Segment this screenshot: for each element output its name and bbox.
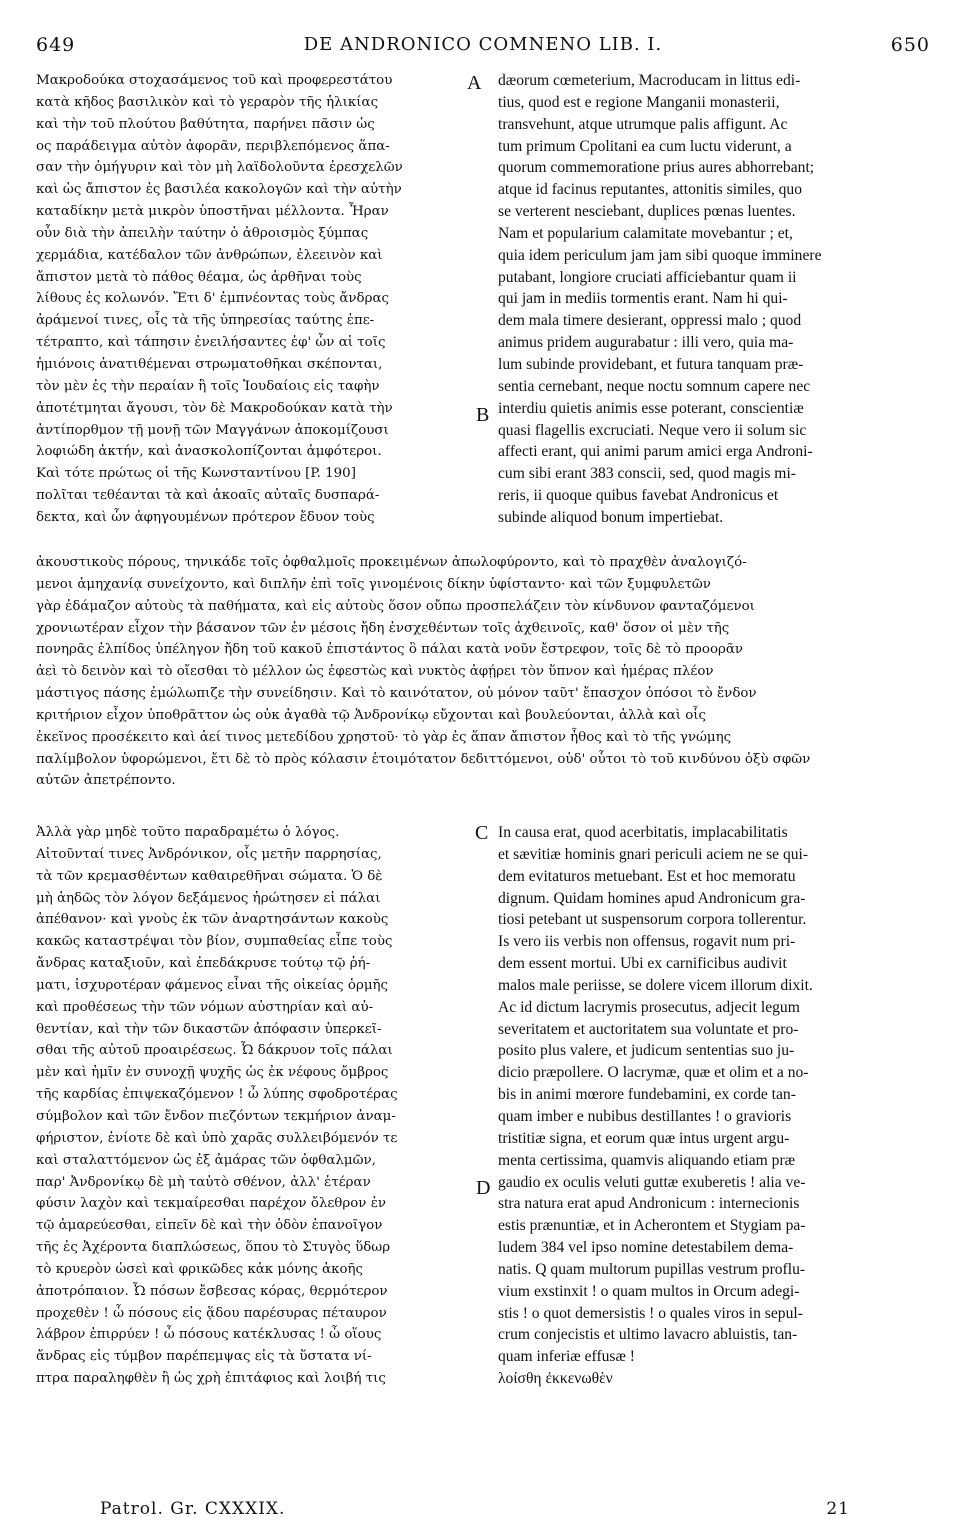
text-line: ματι, ἰσχυροτέραν φάμενος εἶναι τῆς οἰκείας ὁρμῆς <box>36 977 389 993</box>
text-line: tius, quod est e regione Manganii monasterii, <box>498 93 780 111</box>
text-line: οὖν διὰ τὴν ἀπειλὴν ταύτην ὁ ἀθροισμὸς ξύμπας <box>36 225 369 241</box>
text-line: παρ' Ἀνδρονίκῳ δὲ μὴ ταὐτὸ σθένον, ἀλλ' ἑτέραν <box>36 1174 371 1190</box>
text-line: atque id facinus reputantes, attonitis similes, quo <box>498 181 803 199</box>
text-line: φύσιν λαχὸν καὶ τεκμαίρεσθαι παρέχον ὄλεθρον ἐν <box>36 1196 387 1212</box>
text-line: τὸ κρυερὸν ὡσεὶ καὶ φρικῶδες κἀκ μόνης ἀκοῆς <box>36 1261 364 1277</box>
text-line: Is vero iis verbis non offensus, rogavit num pri- <box>498 933 796 951</box>
text-line: affecti erant, qui animi parum amici erga Androni- <box>498 443 813 461</box>
text-line: λίθους ἐς κολωνόν. Ἔτι δ' ἐμπνέοντας τοὺς ἄνδρας <box>36 291 390 307</box>
footer-sheet-number: 21 <box>826 1499 850 1519</box>
text-line: ἄνδρας εἰς τύμβον παρέπεμψας εἰς τὰ ὕστατα νί- <box>36 1349 372 1365</box>
text-line: ἀκουστικοὺς πόρους, τηνικάδε τοῖς ὀφθαλμοῖς προκειμένων ἀπωλοφύροντο, καὶ τὸ πραχθὲν ἀναλογιζό- <box>36 555 747 570</box>
text-line: λοίσθη ἐκκενωθὲν <box>498 1370 613 1388</box>
text-line: τὸν μὲν ἐς τὴν περαίαν ἢ τοῖς Ἰουδαίοις εἰς ταφὴν <box>36 378 380 394</box>
text-line: πονηρᾶς ἐλπίδος ὑπέληγον ἤδη τοῦ κακοῦ ἐπιστάντος ὃ πάλαι κατὰ νοῦν ἔστρεφον, τοῖς δὲ τὸ προορᾶν <box>36 642 744 658</box>
text-line: χρονιωτέραν εἶχον τὴν βάσανον τῶν ἐν μέσοις ἤδη ἐνσχεθέντων τοῖς ἀχθεινοῖς, καθ' ὅσον οἱ μὲν τῆς <box>36 620 730 636</box>
text-line: se verterent nesciebant, duplices pœnas luentes. <box>498 203 796 221</box>
running-title: DE ANDRONICO COMNENO LIB. I. <box>303 34 663 55</box>
text-line: et sævitiæ hominis gnari periculi aciem ne se qui- <box>498 845 809 863</box>
text-line: ἀντίπορθμον τῇ μονῇ τῶν Μαγγάνων ἀποκομίζουσι <box>36 422 389 438</box>
running-header <box>36 34 930 60</box>
text-line: καταδίκην μετὰ μικρὸν ὑποστῆναι μέλλοντα. Ἦραν <box>36 204 389 220</box>
footer-signature: Patrol. Gr. CXXXIX. <box>100 1499 286 1519</box>
text-line: reris, ii quoque quibus favebat Andronicus et <box>498 487 779 505</box>
text-line: φήριστον, ἐνίοτε δὲ καὶ ὑπὸ χαρᾶς συλλειβόμενόν τε <box>36 1130 398 1146</box>
text-line: αὐτῶν ἀπετρέποντο. <box>36 773 176 789</box>
text-line: τῆς καρδίας ἐπιψεκαζόμενον ! ὦ λύπης σφοδροτέρας <box>36 1087 398 1103</box>
text-line: Αἰτοῦνταί τινες Ἀνδρόνικον, οἷς μετῆν παρρησίας, <box>36 846 382 862</box>
text-line: dem essent mortui. Ubi ex carnificibus audivit <box>498 955 787 973</box>
text-line: τῆς ἐς Ἀχέροντα διαπλώσεως, ὅπου τὸ Στυγὸς ὕδωρ <box>36 1240 391 1256</box>
text-line: Ac id dictum lacrymis prosecutus, adjecit legum <box>498 998 800 1016</box>
text-line: In causa erat, quod acerbitatis, implacabilitatis <box>498 824 788 841</box>
text-line: καὶ σταλαττόμενον ὡς ἐξ ἀμάρας τῶν ὀφθαλμῶν, <box>36 1152 376 1168</box>
text-line: προχεθὲν ! ὦ πόσους εἰς ᾅδου παρέσυρας πέταυρον <box>36 1305 387 1321</box>
text-line: gaudio ex oculis veluti guttæ exuberetis ! alia ve- <box>498 1173 806 1191</box>
text-line: μάστιγος πάσης ἐμώλωπιζε τὴν συνείδησιν. Καὶ τὸ καινότατον, οὐ μόνον ταῦτ' ἔπασχον ὁπόσοι τὸ ἔνδον <box>36 686 757 702</box>
text-line: dem evitaturos metuebant. Est et hoc memoratu <box>498 867 796 885</box>
text-line: ἀποτρόπαιον. Ὦ πόσων ἔσβεσας κόρας, θερμότερον <box>36 1283 388 1299</box>
text-line: θεντίαν, καὶ τὴν τῶν δικαστῶν ἀπόφασιν ὑπερκεῖ- <box>36 1021 382 1037</box>
text-line: dæorum cœmeterium, Macroducam in littus edi- <box>498 72 801 89</box>
text-line: μὴ ἀηδῶς τὸν λόγον δεξάμενος ἠρώτησεν εἰ πάλαι <box>36 890 381 906</box>
text-line: malos male periisse, se dolere vicem illorum dixit. <box>498 976 813 994</box>
text-line: stra natura erat apud Andronicum : internecionis <box>498 1195 800 1213</box>
text-line: ἀπέθανον· καὶ γνοὺς ἐκ τῶν ἀναρτησάντων κακοὺς <box>36 912 389 928</box>
text-line: cum sibi erant 383 conscii, sed, quod magis mi- <box>498 465 796 483</box>
text-line: crum conjecistis et ultimo lavacro abluistis, tan- <box>498 1326 798 1344</box>
text-line: σύμβολον καὶ τῶν ἔνδον πιεζόντων τεκμήριον ἀναμ- <box>36 1108 396 1124</box>
text-line: dicio præpollere. O lacrymæ, quæ et olim et a no- <box>498 1064 809 1082</box>
text-line: σθαι τῆς αὐτοῦ προαιρέσεως. Ὦ δάκρυον τοῖς πάλαι <box>36 1043 393 1059</box>
text-line: ἐκεῖνος προσέκειτο καὶ ἀεί τινος μετεδίδου χρηστοῦ· τὸ γὰρ ἐς ἅπαν ἄπιστον ἦθος καὶ τὸ τῆς γνώμης <box>36 729 732 745</box>
text-line: stis ! o quot demersistis ! o quales viros in sepul- <box>498 1304 803 1322</box>
text-line: Καὶ τότε πρώτως οἱ τῆς Κωνσταντίνου [P. 190] <box>36 466 356 482</box>
text-line: tristitiæ signa, et eorum quæ intus urgent argu- <box>498 1129 790 1147</box>
text-line: καὶ προθέσεως τὴν τῶν νόμων αὐστηρίαν καὶ αὐ- <box>36 999 374 1015</box>
margin-letter-a: A <box>467 72 482 94</box>
margin-letter-c: C <box>475 822 489 844</box>
text-line: sentia cernebant, neque noctu somnum capere nec <box>498 377 811 395</box>
text-line: quam imber e nubibus destillantes ! o gravioris <box>498 1107 792 1125</box>
text-line: tiosi petebant ut suspensorum corpora tollerentur. <box>498 911 807 929</box>
text-line: κακῶς καταστρέψαι τὸν βίον, συμπαθείας εἶπε τοὺς <box>36 934 393 950</box>
text-line: severitatem et auctoritatem sua voluntate et pro- <box>498 1020 799 1038</box>
text-line: γὰρ ἐδάμαζον αὐτοὺς τὰ παθήματα, καὶ εἰς αὐτοὺς ὅσον οὔπω προσπελάζειν τὸν κίνδυνον φανταζόμενοι <box>36 598 755 614</box>
text-line: putabant, longiore cruciati afficiebantur quam ii <box>498 268 797 286</box>
right-page-number: 650 <box>890 34 930 56</box>
text-line: χερμάδια, κατέδαλον τῶν ἀνθρώπων, ἐλεεινὸν καὶ <box>36 247 383 263</box>
text-line: vium exstinxit ! o quam multos in Orcum adegi- <box>498 1282 800 1300</box>
text-line: quorum commemoratione prius aures abhorrebant; <box>498 159 815 177</box>
text-line: quia idem periculum jam jam sibi quoque imminere <box>498 246 822 264</box>
text-line: ος παράδειγμα αὐτὸν ἀφορᾶν, περιβλεπόμενος ἅπα- <box>36 138 390 154</box>
section2-latin-column <box>498 822 930 1390</box>
text-line: transvehunt, atque utrumque palis affigunt. Ac <box>498 115 788 133</box>
text-line: λοφιώδη ἀκτήν, καὶ ἀνασκολοπίζονται ἀμφότεροι. <box>36 444 382 460</box>
text-line: καὶ τὴν τοῦ πλούτου βαθύτητα, παρήνει πᾶσιν ὡς <box>36 116 375 132</box>
text-line: ἄπιστον μετὰ τὸ πάθος θέαμα, ὡς ἀρθῆναι τοὺς <box>36 269 362 285</box>
text-line: ἄνδρας καταξιοῦν, καὶ ἐπεδάκρυσε τούτῳ τῷ ῥή- <box>36 956 371 972</box>
text-line: κατὰ κῆδος βασιλικὸν καὶ τὸ γεραρὸν τῆς ἡλικίας <box>36 94 379 110</box>
text-line: Μακροδούκα στοχασάμενος τοῦ καὶ προφερεστάτου <box>36 73 393 88</box>
text-line: tum primum Cpolitani ea cum luctu viderunt, a <box>498 137 792 155</box>
text-line: bis in animi mœrore fundebamini, ex corde tan- <box>498 1086 796 1104</box>
text-line: καὶ ὡς ἄπιστον ἐς βασιλέα κακολογῶν καὶ τὴν αὐτὴν <box>36 182 402 198</box>
text-line: ἀράμενοί τινες, οἷς τὰ τῆς ὑπηρεσίας ταύτης ἐπε- <box>36 313 375 329</box>
text-line: Ἀλλὰ γὰρ μηδὲ τοῦτο παραδραμέτω ὁ λόγος. <box>36 825 340 840</box>
text-line: dem mala timere desierant, oppressi malo ; quod <box>498 312 802 330</box>
text-line: πολῖται τεθέανται τὰ καὶ ἀκοαῖς αὐταῖς δυσπαρά- <box>36 488 380 504</box>
text-line: ludem 384 vel ipso nomine detestabilem dema- <box>498 1239 794 1257</box>
text-line: natis. Q quam multorum pupillas vestrum proflu- <box>498 1260 806 1278</box>
text-line: μενοι ἀμηχανίᾳ συνείχοντο, καὶ διπλῆν ἐπὶ τοῖς γινομένοις δίκην ὑφίσταντο· καὶ τῶν ξυμφυλετῶν <box>36 576 711 592</box>
text-line: animus pridem augurabatur : illi vero, quia ma- <box>498 334 794 352</box>
text-line: estis prænuntiæ, et in Acherontem et Stygiam pa- <box>498 1217 806 1235</box>
text-line: τὰ τῶν κρεμασθέντων καθαιρεθῆναι σώματα. Ὁ δὲ <box>36 868 383 884</box>
text-line: posito plus valere, et judicum sententias suo ju- <box>498 1042 795 1060</box>
text-line: λάβρον ἐπιρρύεν ! ὦ πόσους κατέκλυσας ! ὦ οἵους <box>36 1327 382 1343</box>
text-line: παλίμβολον ὑφορώμενοι, ἔτι δὲ τὸ πρὸς κόλασιν ἑτοιμότατον δεδιττόμενοι, οὐδ' οὗτοι τὸ τοῦ κινδύνου ὀξὺ σφῶν <box>36 751 811 767</box>
text-line: quasi flagellis excruciati. Neque vero ii solum sic <box>498 421 807 439</box>
text-line: ἀποτέτμηται ἄγουσι, τὸν δὲ Μακροδούκαν κατὰ τὴν <box>36 400 393 416</box>
text-line: subinde aliquod bonum impertiebat. <box>498 508 724 526</box>
text-line: menta certissima, quamvis aliquando etiam præ <box>498 1151 796 1169</box>
section1-latin-column <box>498 70 930 529</box>
text-line: πτρα παραληφθὲν ἢ ὡς χρὴ ἐπιτάφιος καὶ λοιβή τις <box>36 1371 386 1387</box>
text-line: quam inferiæ effusæ ! <box>498 1348 635 1366</box>
text-line: Nam et popularium calamitate movebantur ; et, <box>498 224 793 242</box>
text-line: dignum. Quidam homines apud Andronicum gra- <box>498 889 806 907</box>
text-line: interdiu quietis animis esse poterant, conscientiæ <box>498 399 804 417</box>
text-line: qui jam in mediis tormentis erant. Nam hi qui- <box>498 290 788 308</box>
margin-letter-d: D <box>476 1177 491 1199</box>
section1-greek-column <box>36 70 466 529</box>
text-line: τέτραπτο, καὶ τάπησιν ἐνειλήσαντες ἐφ' ὧν αἱ τοῖς <box>36 335 386 351</box>
text-line: δεκτα, καὶ ὧν ἀφηγουμένων πρότερον ἔδυον τοὺς <box>36 509 375 525</box>
text-line: lum subinde providebant, et futura tanquam præ- <box>498 355 804 373</box>
text-line: κριτήριον εἶχον ὑποθρᾶττον ὡς οὐκ ἀγαθὰ τῷ Ἀνδρονίκῳ εὔχονται καὶ βουλεύονται, ἀλλὰ καὶ οἷς <box>36 707 707 723</box>
full-width-greek <box>36 552 930 792</box>
section2-greek-column <box>36 822 474 1390</box>
margin-letter-b: B <box>476 404 490 426</box>
text-line: τῷ ἀμαρεύεσθαι, εἰπεῖν δὲ καὶ τὴν ὁδὸν ἐπανοῖγον <box>36 1218 383 1234</box>
text-line: σαν τὴν ὁμήγυριν καὶ τὸν μὴ λαϊδολοῦντα ἐρεσχελῶν <box>36 160 403 176</box>
text-line: μὲν καὶ ἡμῖν ἐν συνοχῇ ψυχῆς ὡς ἐκ νέφους ὄμβρος <box>36 1065 389 1081</box>
text-line: ἀεὶ τὸ δεινὸν καὶ τὸ οἴεσθαι τὸ μέλλον ὡς ἐφεστὼς καὶ νυκτὸς ἀφῄρει τὸν ὕπνον καὶ ἡμέρας πλέον <box>36 664 714 680</box>
text-line: ἡμιόνοις ἀνατιθέμεναι στρωματοθῆκαι σκέπονται, <box>36 356 383 372</box>
left-page-number: 649 <box>36 34 76 56</box>
